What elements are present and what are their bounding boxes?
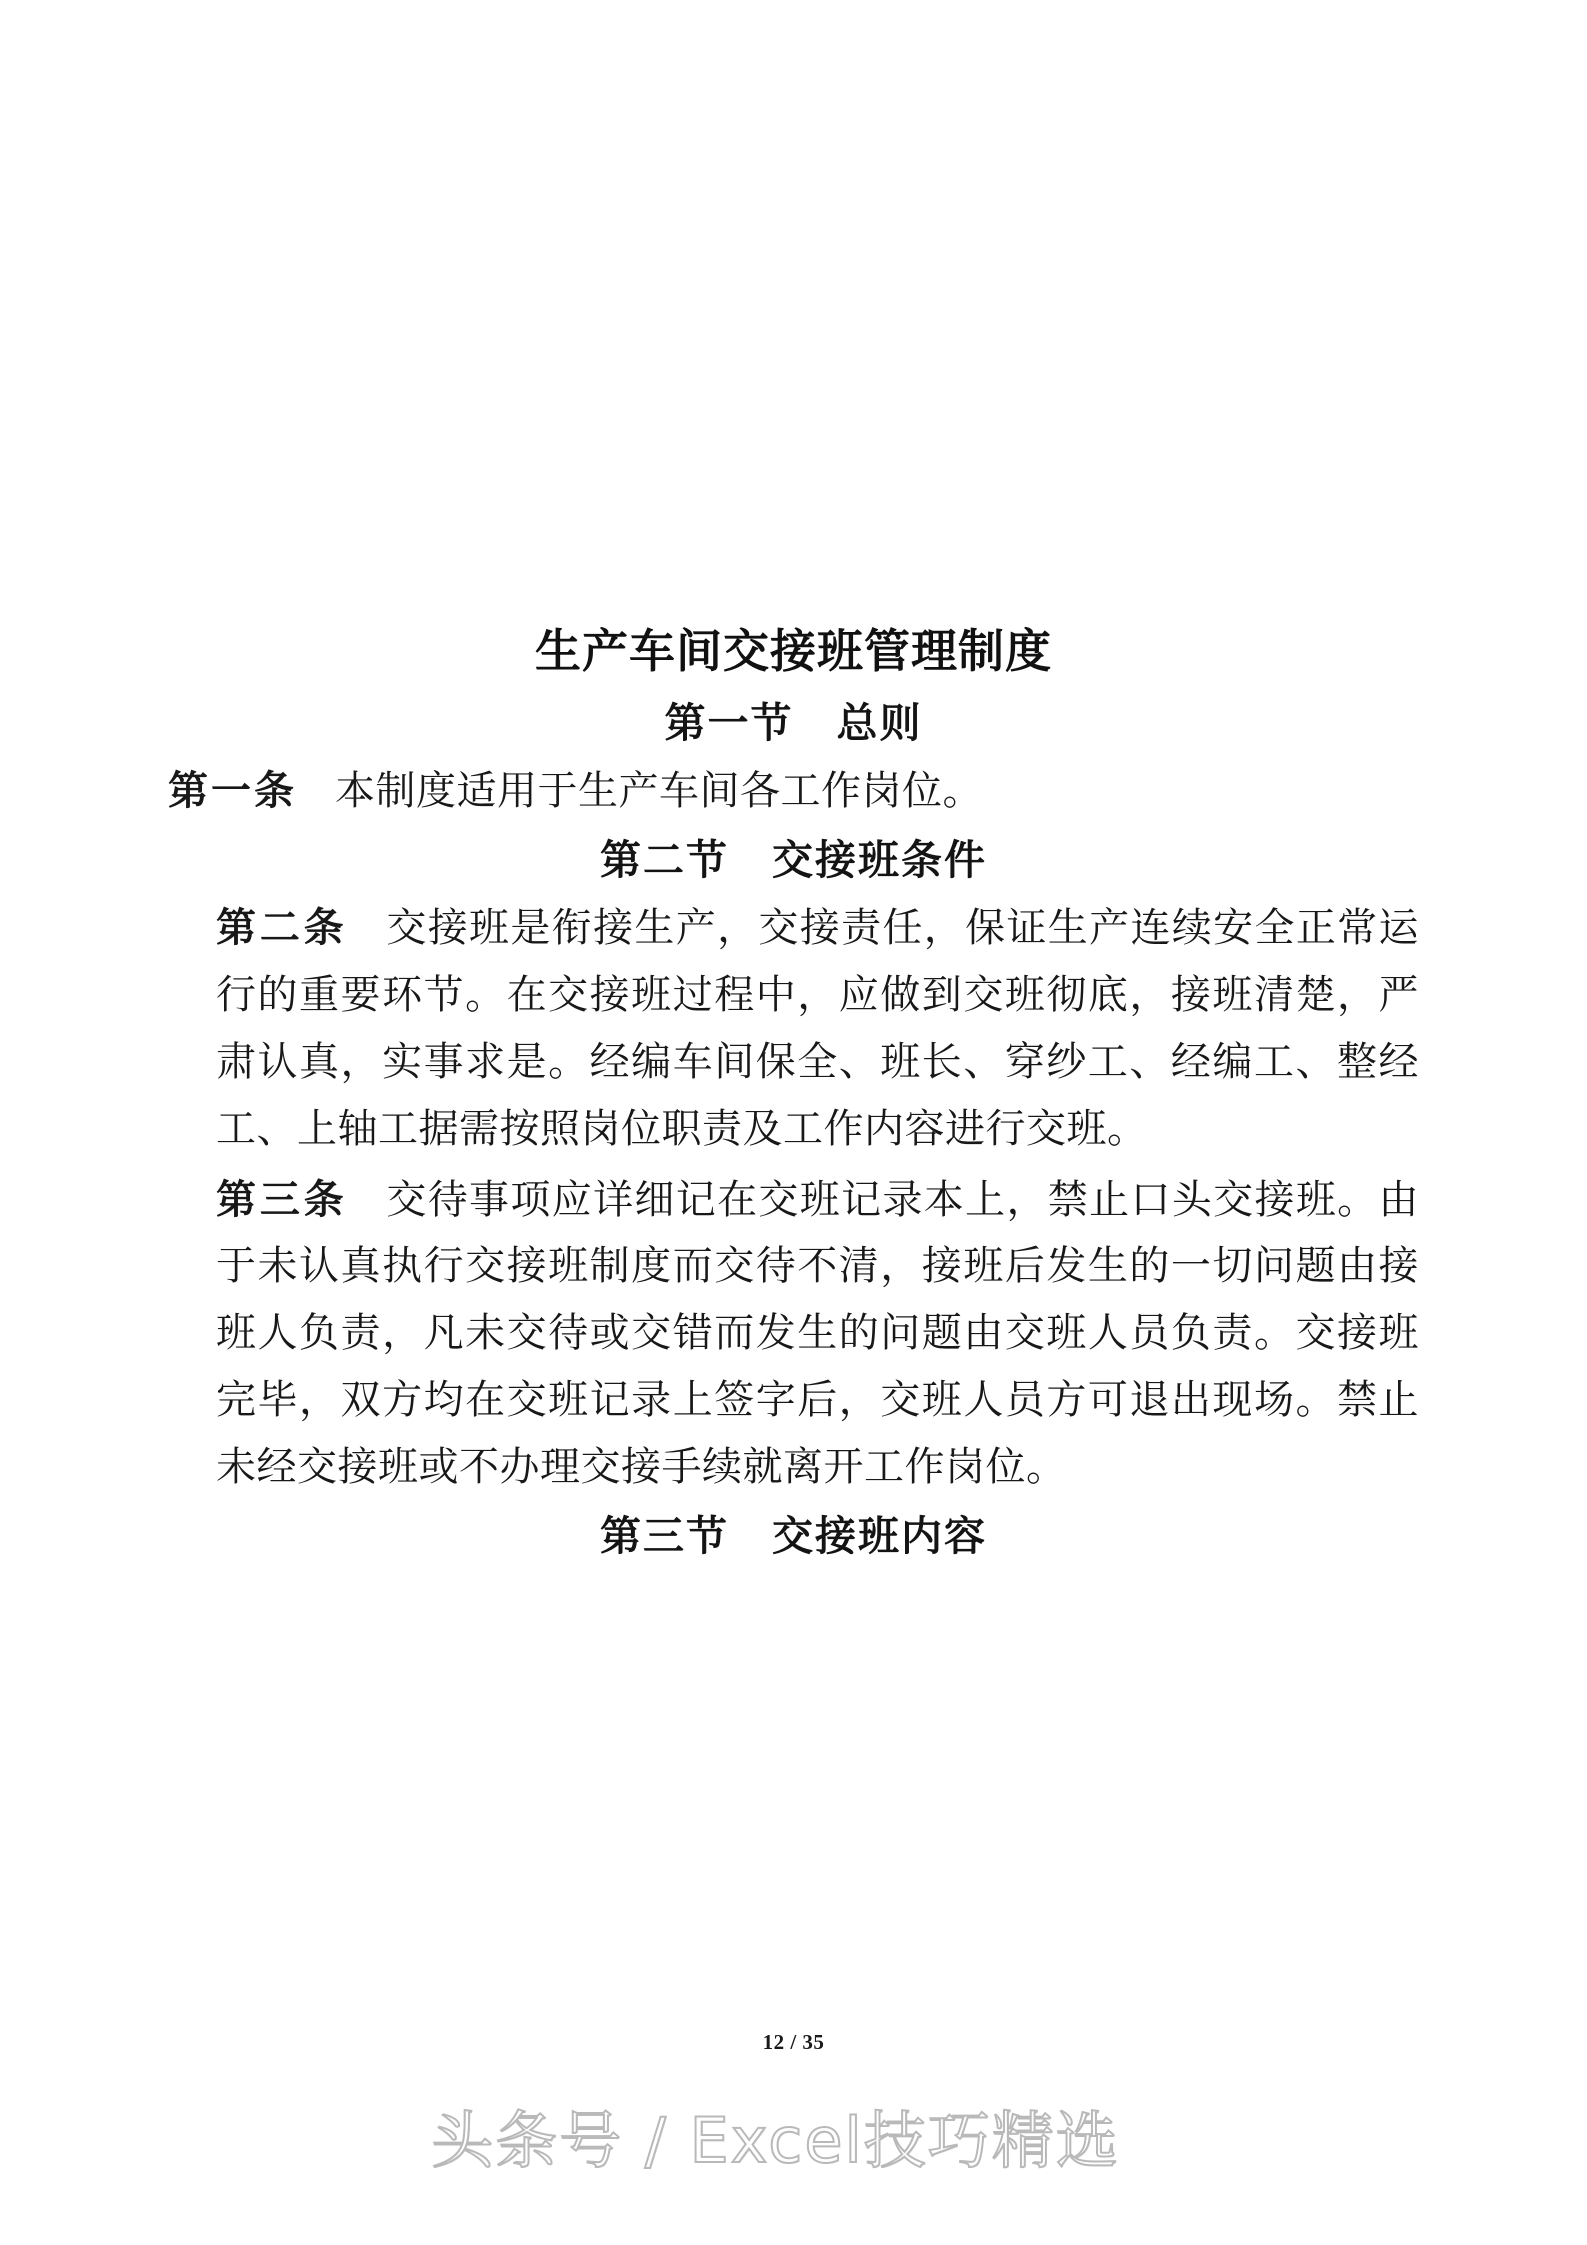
section-heading-3: 第三节 交接班内容 bbox=[600, 1512, 987, 1559]
article-3-text: 交待事项应详细记在交班记录本上，禁止口头交接班。由于未认真执行交接班制度而交待不清，接班后发生的一切问题由接班人负责，凡未交待或交错而发生的问题由交班人员负责。交接班完毕，双方均在交班记录上签字后，交班人员方可退出现场。禁止未经交接班或不办理交接手续就离开工作岗位。 bbox=[216, 1176, 1420, 1489]
watermark: 头条号 / Excel技巧精选 bbox=[431, 2104, 1120, 2177]
article-1-number: 第一条 bbox=[168, 768, 297, 814]
article-2-number: 第二条 bbox=[216, 905, 348, 951]
section-heading-2: 第二节 交接班条件 bbox=[600, 837, 987, 884]
article-2 bbox=[168, 895, 1419, 1162]
document-body bbox=[168, 620, 1419, 1571]
page-title: 生产车间交接班管理制度 bbox=[535, 624, 1052, 678]
page-number-footer: 12 / 35 bbox=[762, 2030, 825, 2054]
article-2-text: 交接班是衔接生产，交接责任，保证生产连续安全正常运行的重要环节。在交接班过程中，应做到交班彻底，接班清楚，严肃认真，实事求是。经编车间保全、班长、穿纱工、经编工、整经工、上轴工据需按照岗位职责及工作内容进行交班。 bbox=[216, 905, 1420, 1151]
article-1 bbox=[168, 758, 1419, 825]
article-3-number: 第三条 bbox=[216, 1176, 348, 1222]
article-1-text: 本制度适用于生产车间各工作岗位。 bbox=[335, 768, 983, 814]
article-3 bbox=[168, 1167, 1419, 1501]
section-heading-1: 第一节 总则 bbox=[664, 700, 923, 747]
